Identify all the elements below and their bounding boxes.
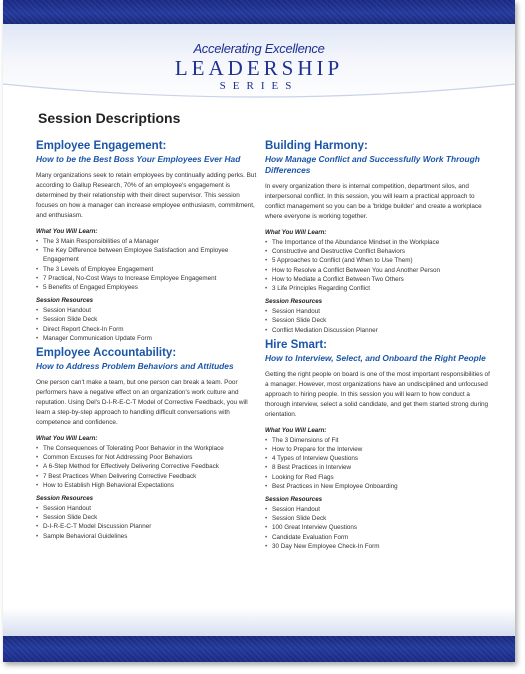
section-employee-accountability: [36, 347, 262, 541]
list-item: • A 6-Step Method for Effectively Delivering Corrective Feedback: [36, 462, 262, 471]
logo-series: SERIES: [219, 80, 299, 92]
section-description: One person can't make a team, but one person can break a team. Poor performers have a negative effect on an organization's work culture and reputation. Using Del's D-I-R-E-C-T Model of Corrective Feedback, you will learn a step-by-step approach to handling difficult conversations with competence and confidence.: [36, 379, 248, 427]
list-item: • How to Prepare for the Interview: [265, 445, 493, 454]
section-subtitle: How to Address Problem Behaviors and Attitudes: [36, 361, 234, 372]
logo-wordmark: LEADERSHIP: [174, 56, 344, 80]
left-column: [36, 140, 262, 545]
list-item: • The 3 Levels of Employee Engagement: [36, 265, 262, 274]
list-item: • 7 Best Practices When Delivering Corrective Feedback: [36, 472, 262, 481]
list-item: • How to Mediate a Conflict Between Two Others: [265, 275, 493, 284]
list-item: • 3 Life Principles Regarding Conflict: [265, 284, 493, 293]
list-item: • Candidate Evaluation Form: [265, 533, 493, 542]
section-title: Building Harmony:: [265, 140, 368, 152]
logo-tagline: Accelerating Excellence: [193, 41, 325, 56]
section-description: Many organizations seek to retain employees by continually adding perks. But according to Gallup Research, 70% of an employee's engagement is determined by their relationship with their direct supervisor. This session focuses on how a manager can increase employee enthusiasm, commitment, and enthusiasm.: [36, 172, 257, 219]
learn-label: What You Will Learn:: [36, 228, 98, 235]
section-description: Getting the right people on board is one of the most important responsibilities of a manager. However, most organizations have an undisciplined and unfocused approach to hiring people. In this session you will learn to how conduct a thorough interview, select a solid candidate, and get them started strong during orientation.: [265, 370, 490, 418]
section-title: Employee Engagement:: [36, 140, 167, 152]
resources-list: [36, 504, 262, 541]
list-item: • D-I-R-E-C-T Model Discussion Planner: [36, 522, 262, 531]
learn-list: [36, 444, 262, 490]
list-item: • Best Practices in New Employee Onboarding: [265, 482, 493, 491]
list-item: • Direct Report Check-In Form: [36, 325, 262, 334]
right-column: [265, 140, 493, 555]
resources-label: Session Resources: [36, 495, 94, 503]
section-description: In every organization there is internal competition, department silos, and interpersonal conflict. In this session, you will learn a practical approach to conflict management so you can be a 'bridge builder' and create a workplace where everyone is working together.: [265, 183, 482, 220]
list-item: • The 3 Main Responsibilities of a Manager: [36, 237, 262, 246]
resources-list: [36, 306, 262, 343]
resources-label: Session Resources: [36, 297, 94, 305]
section-building-harmony: [265, 140, 493, 335]
list-item: • The 3 Dimensions of Fit: [265, 436, 493, 445]
resources-label: Session Resources: [265, 298, 323, 306]
section-subtitle: How to be the Best Boss Your Employees Ever Had: [36, 154, 241, 164]
learn-list: [36, 237, 262, 292]
list-item: • 30 Day New Employee Check-In Form: [265, 542, 493, 551]
document-page: [3, 0, 515, 662]
learn-label: What You Will Learn:: [265, 426, 327, 434]
list-item: • Session Handout: [265, 505, 493, 514]
list-item: • The Consequences of Tolerating Poor Behavior in the Workplace: [36, 444, 262, 453]
list-item: • Session Handout: [36, 504, 262, 513]
section-hire-smart: [265, 339, 493, 551]
list-item: • Session Slide Deck: [36, 315, 262, 324]
list-item: • The Importance of the Abundance Mindset in the Workplace: [265, 238, 493, 247]
list-item: • Session Slide Deck: [265, 514, 493, 523]
list-item: • The Key Difference between Employee Satisfaction and Employee Engagement: [36, 246, 262, 264]
list-item: • 5 Approaches to Conflict (and When to Use Them): [265, 256, 493, 265]
learn-label: What You Will Learn:: [265, 229, 327, 236]
list-item: • 8 Best Practices in Interview: [265, 463, 493, 472]
resources-list: [265, 307, 493, 335]
list-item: • How to Establish High Behavioral Expectations: [36, 481, 262, 490]
list-item: • How to Resolve a Conflict Between You and Another Person: [265, 266, 493, 275]
section-subtitle: How Manage Conflict and Successfully Work Through Differences: [265, 154, 480, 175]
list-item: • Sample Behavioral Guidelines: [36, 532, 262, 541]
list-item: • 100 Great Interview Questions: [265, 523, 493, 532]
list-item: • Constructive and Destructive Conflict Behaviors: [265, 247, 493, 256]
list-item: • 5 Benefits of Engaged Employees: [36, 283, 262, 292]
list-item: • Common Excuses for Not Addressing Poor Behaviors: [36, 453, 262, 462]
page-title: Session Descriptions: [38, 110, 181, 126]
section-employee-engagement: [36, 140, 262, 343]
section-subtitle: How to Interview, Select, and Onboard the Right People: [265, 352, 486, 363]
list-item: • Session Handout: [265, 307, 493, 316]
section-title: Employee Accountability:: [36, 347, 177, 360]
resources-list: [265, 505, 493, 551]
learn-label: What You Will Learn:: [36, 435, 98, 443]
list-item: • Session Handout: [36, 306, 262, 315]
section-title: Hire Smart:: [265, 338, 327, 351]
list-item: • 7 Practical, No-Cost Ways to Increase Employee Engagement: [36, 274, 262, 283]
list-item: • 4 Types of Interview Questions: [265, 454, 493, 463]
header-band: [3, 0, 515, 24]
learn-list: [265, 238, 493, 293]
series-logo: [3, 42, 515, 92]
footer-band: [3, 636, 515, 662]
list-item: • Conflict Mediation Discussion Planner: [265, 326, 493, 335]
footer-glow: [3, 608, 515, 636]
resources-label: Session Resources: [265, 496, 323, 504]
list-item: • Manager Communication Update Form: [36, 334, 262, 343]
list-item: • Looking for Red Flags: [265, 473, 493, 482]
learn-list: [265, 436, 493, 491]
list-item: • Session Slide Deck: [265, 316, 493, 325]
list-item: • Session Slide Deck: [36, 513, 262, 522]
